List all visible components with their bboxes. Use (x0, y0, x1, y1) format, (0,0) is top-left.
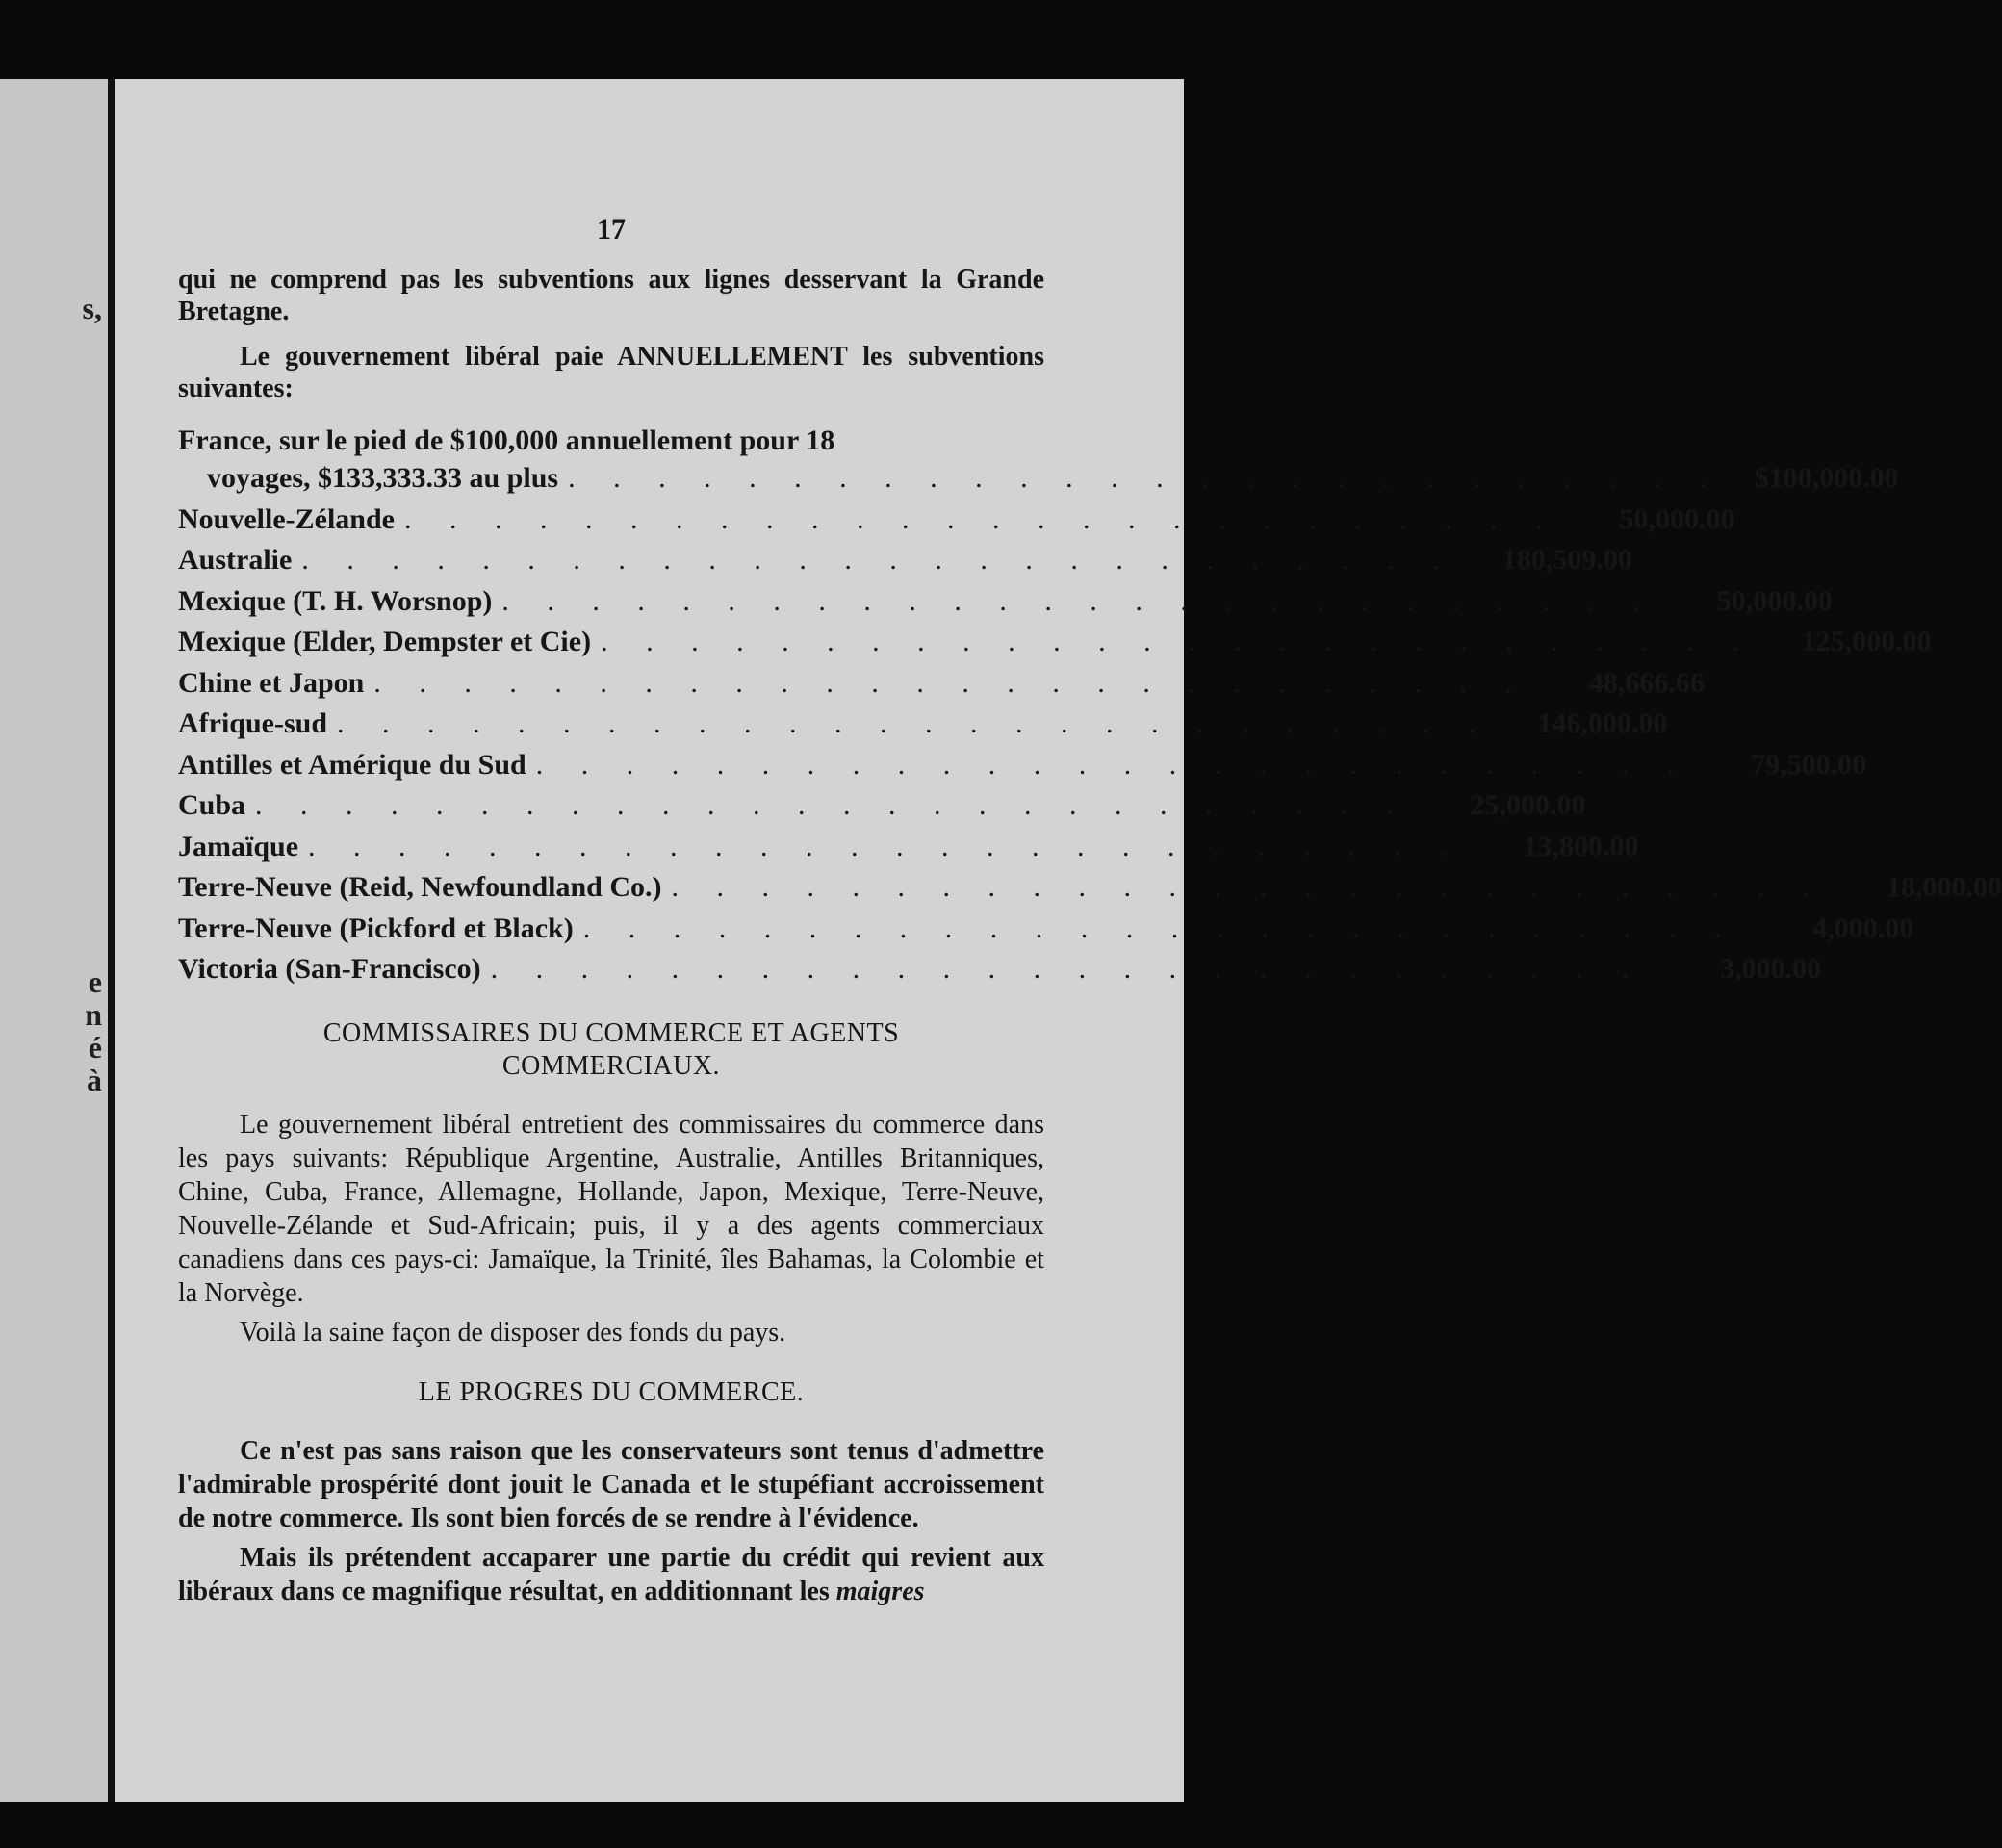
subsidy-name: Chine et Japon (178, 666, 365, 699)
subsidy-amount: 25,000.00 (1470, 789, 1586, 821)
subsidy-name: Terre-Neuve (Pickford et Black) (178, 911, 574, 944)
margin-fragment: é (88, 1030, 102, 1065)
previous-page-strip (0, 79, 108, 1802)
subsidy-row (178, 909, 1914, 950)
subsidy-name: Victoria (San-Francisco) (178, 953, 481, 985)
subsidy-amount: 50,000.00 (1619, 502, 1735, 535)
subsidy-row (178, 949, 1822, 990)
subsidy-row (178, 581, 1833, 623)
dot-leader: . . . . . . . . . . . . . . . . . . . . . . . . . . (404, 502, 1558, 535)
subsidy-row (178, 785, 1586, 827)
subsidy-name: Cuba (178, 789, 246, 821)
dot-leader: . . . . . . . . . . . . . . . . . . . . . . . . . . (255, 789, 1409, 821)
dot-leader: . . . . . . . . . . . . . . . . . . . . . . . . . . (490, 953, 1645, 985)
section-heading-commissaires (178, 1017, 1044, 1083)
subsidy-name: Jamaïque (178, 830, 299, 862)
margin-fragment: n (85, 997, 102, 1032)
dot-leader: . . . . . . . . . . . . . . . . . . . . . . . . . . (582, 911, 1737, 944)
subsidy-name: Mexique (Elder, Dempster et Cie) (178, 626, 592, 657)
subsidy-row (178, 745, 1867, 786)
subsidy-amount: 79,500.00 (1751, 748, 1867, 781)
heading-line: COMMISSAIRES DU COMMERCE ET AGENTS (322, 1017, 900, 1048)
subsidy-name: Australie (178, 544, 293, 576)
dot-leader: . . . . . . . . . . . . . . . . . . . . . . . . . . (671, 871, 1825, 903)
subsidy-row (178, 622, 1932, 663)
subsidy-amount: 18,000.00 (1886, 871, 2002, 903)
subsidy-row-france-heading (178, 424, 1044, 458)
subsidy-name: France, sur le pied de $100,000 annuellement pour 18 (178, 424, 835, 456)
intro-paragraph: qui ne comprend pas les subventions aux lignes desservant la Grande Bretagne. (178, 265, 1044, 326)
subsidy-name: Mexique (T. H. Worsnop) (178, 584, 493, 617)
commissaires-paragraph: Le gouvernement libéral entretient des commissaires du commerce dans les pays suivants: République Argentine, Australie, Antilles Britanniques, Chine, Cuba, France, Allemagne, Hollande, Japon, Mexique, Terre-Neuve, Nouvelle-Zélande et Sud-Africain; puis, il y a des agents commerciaux canadiens dans ces pays-ci: Jamaïque, la Trinité, îles Bahamas, la Colombie et la Norvège. (178, 1109, 1044, 1308)
subsidy-row-france (178, 458, 1899, 500)
subsidy-amount: 13,800.00 (1523, 830, 1639, 862)
subsidy-name: Afrique-sud (178, 707, 328, 739)
dot-leader: . . . . . . . . . . . . . . . . . . . . . . . . . . (301, 544, 1455, 576)
subsidy-amount: 180,509.00 (1502, 544, 1632, 576)
subsidies-paragraph: Le gouvernement libéral paie ANNUELLEMENT les subventions suivantes: (178, 342, 1044, 403)
heading-line: COMMERCIAUX. (501, 1050, 721, 1081)
subsidy-name: Antilles et Amérique du Sud (178, 748, 526, 781)
subsidy-row (178, 827, 1639, 868)
progres-paragraph: Ce n'est pas sans raison que les conservateurs sont tenus d'admettre l'admirable prospérité dont jouit le Canada et le stupéfiant accroissement de notre commerce. Ils sont bien forcés de se rendre à l'évidence. (178, 1435, 1044, 1533)
subsidy-row (178, 663, 1705, 705)
subsidy-row (178, 500, 1735, 541)
page-number: 17 (597, 214, 626, 245)
subsidy-name: voyages, $133,333.33 au plus (207, 462, 559, 494)
section-heading-progres: LE PROGRES DU COMMERCE. (418, 1376, 805, 1407)
subsidy-amount: 146,000.00 (1537, 707, 1668, 739)
subsidy-name: Terre-Neuve (Reid, Newfoundland Co.) (178, 871, 662, 903)
subsidy-amount: 48,666.66 (1588, 666, 1705, 699)
mais-text: Mais ils prétendent accaparer une partie du crédit qui revient aux libéraux dans ce magnifique résultat, en additionnant les (178, 1542, 1044, 1606)
mais-paragraph (178, 1541, 1044, 1608)
dot-leader: . . . . . . . . . . . . . . . . . . . . . . . . . . (568, 462, 1722, 494)
document-page (108, 79, 2002, 1802)
dot-leader: . . . . . . . . . . . . . . . . . . . . . . . . . . (501, 584, 1656, 617)
subsidy-row (178, 867, 2002, 909)
subsidy-row (178, 540, 1632, 581)
subsidy-amount: 50,000.00 (1716, 584, 1833, 617)
subsidy-amount: 3,000.00 (1720, 953, 1822, 985)
margin-fragment: s, (82, 291, 102, 325)
subsidy-amount: 125,000.00 (1801, 626, 1932, 657)
subsidy-table (178, 424, 2002, 990)
subsidy-amount: 4,000.00 (1812, 911, 1914, 944)
voila-paragraph: Voilà la saine façon de disposer des fonds du pays. (240, 1317, 786, 1348)
page-content (178, 214, 2002, 1608)
dot-leader: . . . . . . . . . . . . . . . . . . . . . . . . . . (308, 830, 1462, 862)
dot-leader: . . . . . . . . . . . . . . . . . . . . . . . . . . (535, 748, 1690, 781)
dot-leader: . . . . . . . . . . . . . . . . . . . . . . . . . . (337, 707, 1491, 739)
dot-leader: . . . . . . . . . . . . . . . . . . . . . . . . . . (373, 666, 1527, 699)
subsidy-row (178, 704, 1668, 745)
margin-fragment: à (87, 1063, 102, 1097)
italic-word: maigres (835, 1576, 925, 1606)
margin-fragment: e (88, 964, 102, 999)
dot-leader: . . . . . . . . . . . . . . . . . . . . . . . . . . (601, 626, 1755, 657)
subsidy-name: Nouvelle-Zélande (178, 502, 395, 535)
subsidy-amount: $100,000.00 (1754, 462, 1899, 494)
